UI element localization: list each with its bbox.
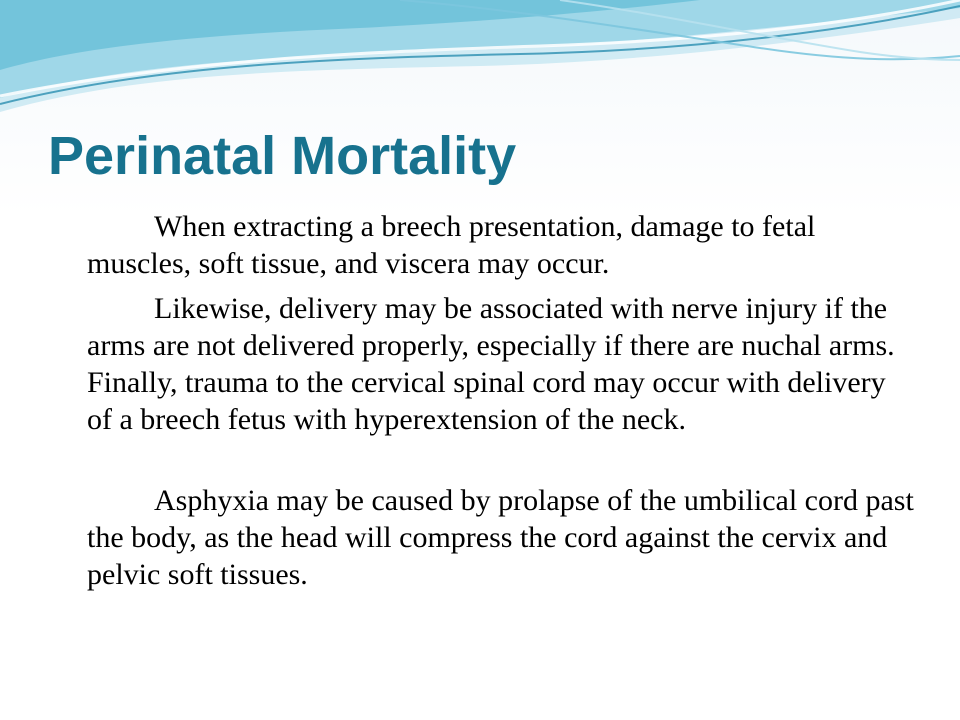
header-wave-decoration <box>0 0 960 120</box>
paragraph-asphyxia: Asphyxia may be caused by prolapse of the umbilical cord past the body, as the head will compress the cord against the cervix and pelvic soft tissues. <box>87 484 914 591</box>
paragraph-nerve-injury: Likewise, delivery may be associated with nerve injury if the arms are not delivered properly, especially if there are nuchal arms. Finally, trauma to the cervical spinal cord may occur with delivery of a breech fetus with hyperextension of the neck. <box>87 292 895 436</box>
paragraph-breech-extraction-damage: When extracting a breech presentation, damage to fetal muscles, soft tissue, and viscera may occur. <box>87 210 816 280</box>
slide-title: Perinatal Mortality <box>48 126 517 186</box>
slide-body <box>87 208 917 593</box>
